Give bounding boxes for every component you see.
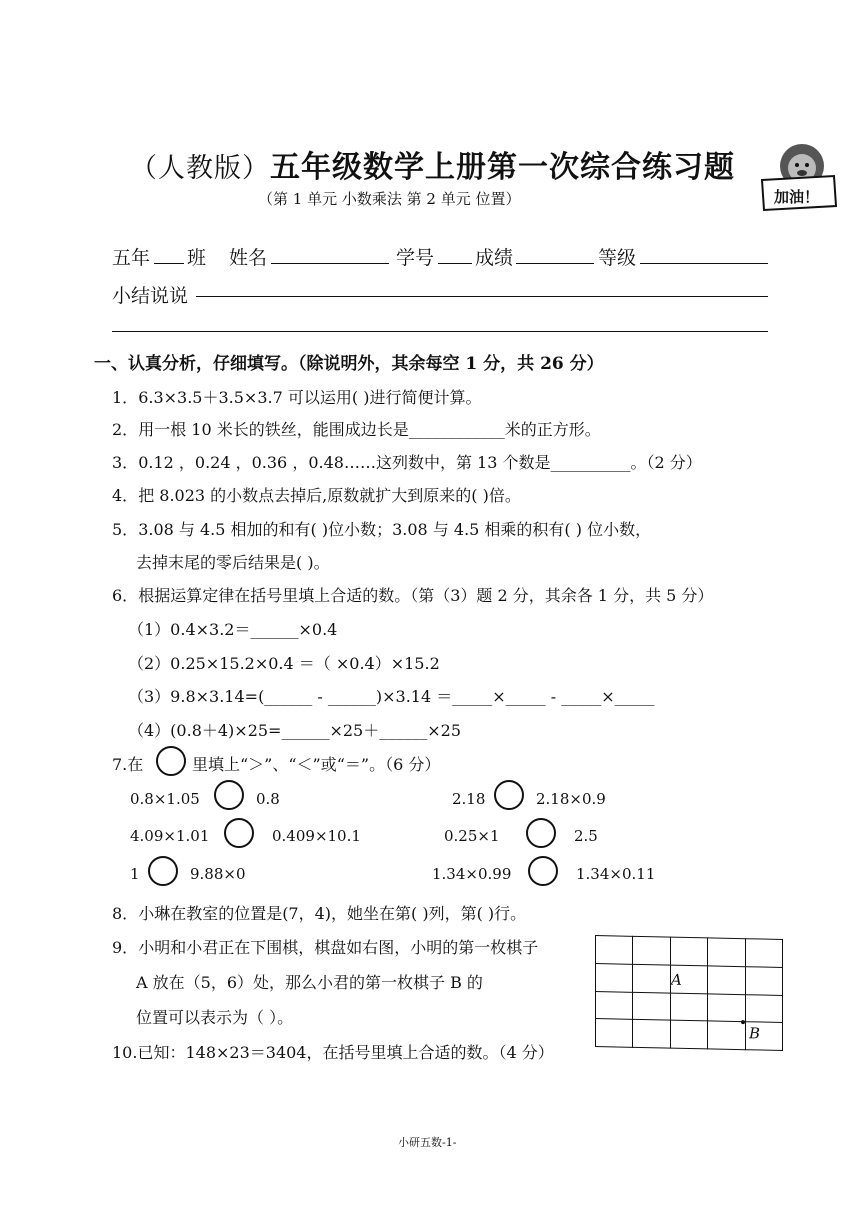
question-8: 8．小琳在教室的位置是(7，4)，她坐在第( )列，第( )行。 (112, 904, 527, 923)
board-point-a: A (671, 970, 682, 989)
compare-right: 9.88×0 (190, 865, 246, 883)
question-9-line-2: A 放在（5，6）处，那么小君的第一枚棋子 B 的 (136, 973, 483, 992)
compare-left: 1.34×0.99 (432, 865, 512, 883)
compare-right: 2.5 (574, 827, 598, 845)
compare-right: 0.8 (256, 790, 280, 808)
question-6-part-2: （2）0.25×15.2×0.4 ＝（ ×0.4）×15.2 (128, 654, 440, 673)
example-circle-icon (156, 746, 186, 776)
title-main: 五年级数学上册第一次综合练习题 (270, 150, 735, 185)
question-3: 3．0.12 ，0.24 ，0.36 ，0.48……这列数中，第 13 个数是__________。（2 分） (112, 453, 702, 472)
compare-circle[interactable] (528, 856, 558, 886)
compare-right: 1.34×0.11 (576, 865, 656, 883)
compare-circle[interactable] (224, 818, 254, 848)
compare-circle[interactable] (494, 780, 524, 810)
page-subtitle: （第 1 单元 小数乘法 第 2 单元 位置） (258, 190, 521, 208)
question-9: 9．小明和小君正在下围棋，棋盘如右图，小明的第一枚棋子 (112, 938, 539, 957)
compare-left: 1 (130, 865, 140, 883)
number-label: 学号 (396, 247, 435, 269)
question-5: 5．3.08 与 4.5 相加的和有( )位小数；3.08 与 4.5 相乘的积有( ) 位小数， (112, 520, 652, 539)
board-point-b: B (749, 1024, 761, 1043)
question-5-cont: 去掉末尾的零后结果是( )。 (136, 553, 330, 572)
summary-blank-1[interactable] (196, 296, 768, 297)
question-2: 2．用一根 10 米长的铁丝，能围成边长是____________米的正方形。 (112, 420, 601, 439)
number-blank[interactable] (438, 263, 472, 264)
grade-label: 五年 (112, 247, 151, 269)
compare-left: 0.25×1 (444, 827, 500, 845)
summary-blank-2[interactable] (112, 331, 768, 332)
board-point-b-marker (741, 1020, 745, 1024)
question-6: 6．根据运算定律在括号里填上合适的数。（第（3）题 2 分，其余各 1 分，共 5 分） (112, 586, 714, 605)
compare-circle[interactable] (526, 818, 556, 848)
compare-right: 2.18×0.9 (536, 790, 606, 808)
question-4: 4．把 8.023 的小数点去掉后,原数就扩大到原来的( )倍。 (112, 486, 521, 505)
compare-right: 0.409×10.1 (272, 827, 361, 845)
lion-mascot-icon (756, 140, 840, 214)
score-blank[interactable] (516, 263, 594, 264)
compare-left: 4.09×1.01 (130, 827, 210, 845)
level-blank[interactable] (640, 263, 768, 264)
question-9-line-3: 位置可以表示为（ ）。 (136, 1008, 294, 1027)
compare-left: 2.18 (452, 790, 486, 808)
page-footer: 小研五数-1- (398, 1136, 457, 1149)
go-board (595, 935, 783, 1051)
question-7: 7.在 (112, 755, 144, 774)
question-6-part-3: （3）9.8×3.14=(______ - ______)×3.14 ＝_____×_____ - _____×_____ (128, 687, 655, 706)
question-10: 10.已知：148×23＝3404，在括号里填上合适的数。（4 分） (112, 1043, 554, 1062)
name-blank[interactable] (271, 263, 389, 264)
summary-label: 小结说说 (112, 285, 189, 307)
name-label: 姓名 (229, 247, 268, 269)
question-1: 1．6.3×3.5＋3.5×3.7 可以运用( )进行简便计算。 (112, 388, 482, 407)
title-prefix: （人教版） (130, 153, 270, 184)
compare-circle[interactable] (148, 856, 178, 886)
page-title (130, 142, 735, 186)
class-label: 班 (187, 247, 207, 269)
question-6-part-4: （4）(0.8＋4)×25=______×25＋______×25 (128, 721, 461, 740)
section-heading: 一、认真分析，仔细填写。（除说明外，其余每空 1 分，共 26 分） (94, 354, 604, 374)
question-7-instruction: 里填上“＞”、“＜”或“＝”。（6 分） (192, 755, 441, 774)
compare-left: 0.8×1.05 (130, 790, 200, 808)
cheer-badge: 加油！ (774, 188, 820, 206)
class-blank[interactable] (154, 263, 184, 264)
compare-circle[interactable] (214, 780, 244, 810)
level-label: 等级 (598, 247, 637, 269)
score-label: 成绩 (475, 247, 514, 269)
question-6-part-1: （1）0.4×3.2＝______×0.4 (128, 620, 338, 639)
